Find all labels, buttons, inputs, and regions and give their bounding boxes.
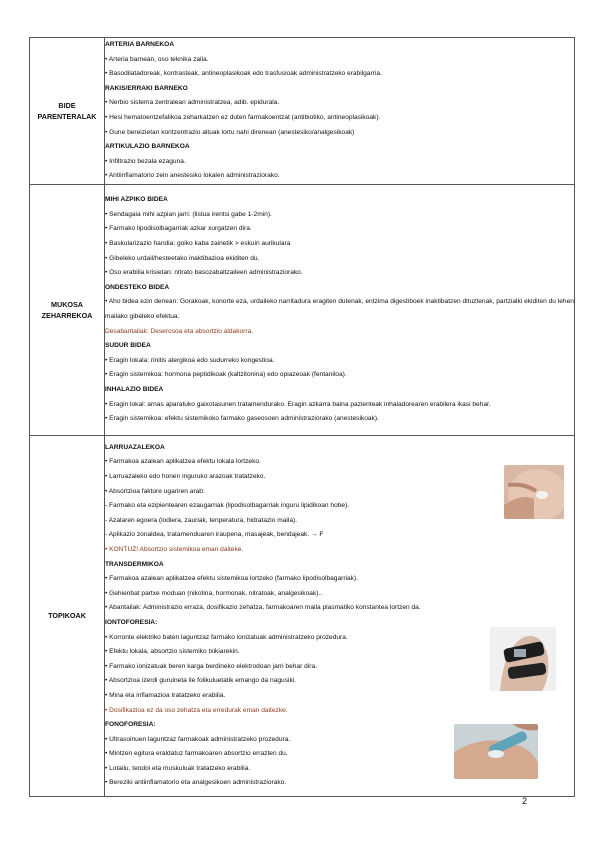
warning-text: • Dosifikazioa ez da oso zehatza eta erredurak eman daitezke. — [105, 706, 288, 714]
bullet-item: • Larruazaleko edo honen inguruko arazoak tratatzeko. — [105, 473, 266, 480]
bullet-paragraph: • Aho bidea ezin denean: Gorakoak, konorte eza, urdaileko narritadura eragiten dutenak, entzima digestiboek inaktibatzen dituztenak, partzialki ekiditen du lehen mailako gibeleko efektua. — [105, 298, 574, 320]
bullet-item: • Nerbio sistema zentralean administratzea, adib. epidurala. — [105, 99, 280, 107]
row-content — [105, 435, 575, 796]
row-label: BIDE PARENTERALAK — [30, 38, 105, 185]
section-heading: INHALAZIO BIDEA — [105, 385, 164, 393]
bullet-item: • Bereziki antiinflamatorio eta analgesikoen administraziorako. — [105, 779, 287, 787]
section-heading: RAKIS/ERRAKI BARNEKO — [105, 84, 188, 92]
page-number: 2 — [521, 796, 527, 806]
row-content — [105, 38, 575, 185]
routes-table — [29, 37, 575, 797]
phonophoresis-photo — [454, 724, 538, 779]
section-heading: ONDESTEKO BIDEA — [105, 283, 170, 291]
bullet-item: • Efektu lokala, absortzio sistemiko txikiarekin. — [105, 648, 240, 656]
table-row — [30, 184, 575, 435]
bullet-item: • Basodilatadoreak, kontrasteak, antineoplasikoak edo trasfusioak administratzeko erabilgarria. — [105, 70, 382, 78]
iontophoresis-photo — [490, 627, 556, 691]
bullet-paragraph: • Eragin lokal: arnas aparatuko gaixotasunen tratamendurako. Eragin azkarra baina pazienteak inhaladorearen erabilera ikasi behar. — [105, 400, 491, 408]
bullet-item: • Gehienbat partxe moduan (nikotina, hormonak, nitratoak, analgesikoak).. — [105, 589, 323, 597]
bullet-item: • Farmako lipodisolbagarriak azkar xurgatzen dira. — [105, 225, 252, 233]
bullet-item: • Korronte elektriko baten laguntzaz farmako ionizatuak administratzeko prozedura. — [105, 633, 348, 641]
warning-text: • KONTUZ! Absortzio sistemikoa eman daiteke. — [105, 545, 244, 553]
bullet-item: • Antiinflamatorio zein anestesiko lokalen administraziorako. — [105, 172, 280, 180]
warning-text: Desabantailak: Deserosoa eta absortzio aldakorra. — [105, 327, 254, 335]
section-heading: IONTOFORESIA: — [105, 618, 158, 626]
skin-cream-photo — [504, 465, 564, 519]
bullet-item: - Azalaren egoera (lodiera, zauriak, tenperatura, hidratazio maila). — [105, 516, 298, 524]
bullet-item: • Hesi hematoentzefalikoa zeharkatzen ez duten farmakoentzat (antibiotiko, antineoplasikoak). — [105, 113, 381, 121]
section-heading: TRANSDERMIKOA — [105, 560, 164, 568]
bullet-item: • Infiltrazio bezala ezaguna. — [105, 157, 186, 165]
bullet-item: • Baskularizazio handia: goiko kaba zainetik > eskuin aurikulara — [105, 239, 291, 247]
bullet-item: - Aplikazio zonaldea, tratamenduaren iraupena, masajeak, bendajeak. → F — [105, 531, 324, 539]
section-parenteral — [105, 38, 574, 184]
section-topical — [105, 441, 574, 791]
bullet-item: • Sendagaia mihi azpian jarri: (listua irentsi gabe 1-2min). — [105, 210, 272, 218]
bullet-item: • Eragin lokala: rinitis alergikoa edo sudurreko kongestioa. — [105, 356, 275, 364]
bullet-item: • Eragin sistemikoa: hormona peptidikoak (kaltzitonina) edo opiazeoak (fentaniloa). — [105, 371, 347, 379]
bullet-item: • Gune bereizietan kontzentrazio altuak lortu nahi direnean (anestesiko/analgesikoak) — [105, 128, 355, 136]
bullet-item: • Lotailu, tendoi eta muskuluak tratatzeko erabilia. — [105, 764, 251, 772]
bullet-item: • Mintzen egitura eraldatuz farmakoaren absortzio errazten du. — [105, 750, 288, 758]
section-heading: LARRUAZALEKOA — [105, 443, 165, 451]
section-heading: ARTIKULAZIO BARNEKOA — [105, 143, 190, 151]
row-label: MUKOSA ZEHARREKOA — [30, 184, 105, 435]
section-heading: ARTERIA BARNEKOA — [105, 41, 174, 48]
row-content — [105, 184, 575, 435]
bullet-item: • Eragin sistemikoa: efektu sistemikoko farmako gaseosoen administraziorako (anestesikoak). — [105, 415, 379, 423]
bullet-item: • Farmakoa azalean aplikatzea efektu sistemikoa lortzeko (farmako lipodisolbagarriak). — [105, 575, 358, 583]
section-heading: SUDUR BIDEA — [105, 342, 151, 350]
bullet-item: • Arteria barnean, oso teknika zaila. — [105, 55, 209, 63]
bullet-item: • Mina eta inflamazioa tratatzeko erabilia. — [105, 691, 226, 699]
bullet-item: • Ultrasoinuen laguntzaz farmakoak administratzeko prozedura. — [105, 735, 291, 743]
section-heading: MIHI AZPIKO BIDEA — [105, 196, 168, 204]
bullet-item: • Absortzioa faktore ugariren arab: — [105, 487, 205, 495]
bullet-item: • Oso erabilia krisietan: nitrato basozabaltzaileen administraziorako. — [105, 269, 303, 277]
bullet-item: • Gibeleko urdail/hesteetako inaktibazioa ekiditen du. — [105, 254, 260, 262]
row-label: TOPIKOAK — [30, 435, 105, 796]
section-heading: FONOFORESIA: — [105, 721, 156, 729]
table-row — [30, 435, 575, 796]
bullet-item: - Farmako eta ezipientearen ezaugarriak (lipodisolbagarriak inguru lipidikoan hobe). — [105, 502, 350, 510]
bullet-item: • Absortzioa izerdi guruineta ile folikuluetatik emango da nagusiki. — [105, 677, 297, 685]
section-mucosal — [105, 193, 574, 427]
bullet-item: • Farmako ionizatuak beren karga berdineko elektrodoan jarri behar dira. — [105, 662, 317, 670]
bullet-item: • Abantailak: Administrazio erraza, dosifikazio zehatza, farmakoaren maila plasmatiko konstantea lortzen da. — [105, 604, 421, 612]
table-row — [30, 38, 575, 185]
bullet-item: • Farmakoa azalean aplikatzea efektu lokala lortzeko. — [105, 458, 261, 466]
